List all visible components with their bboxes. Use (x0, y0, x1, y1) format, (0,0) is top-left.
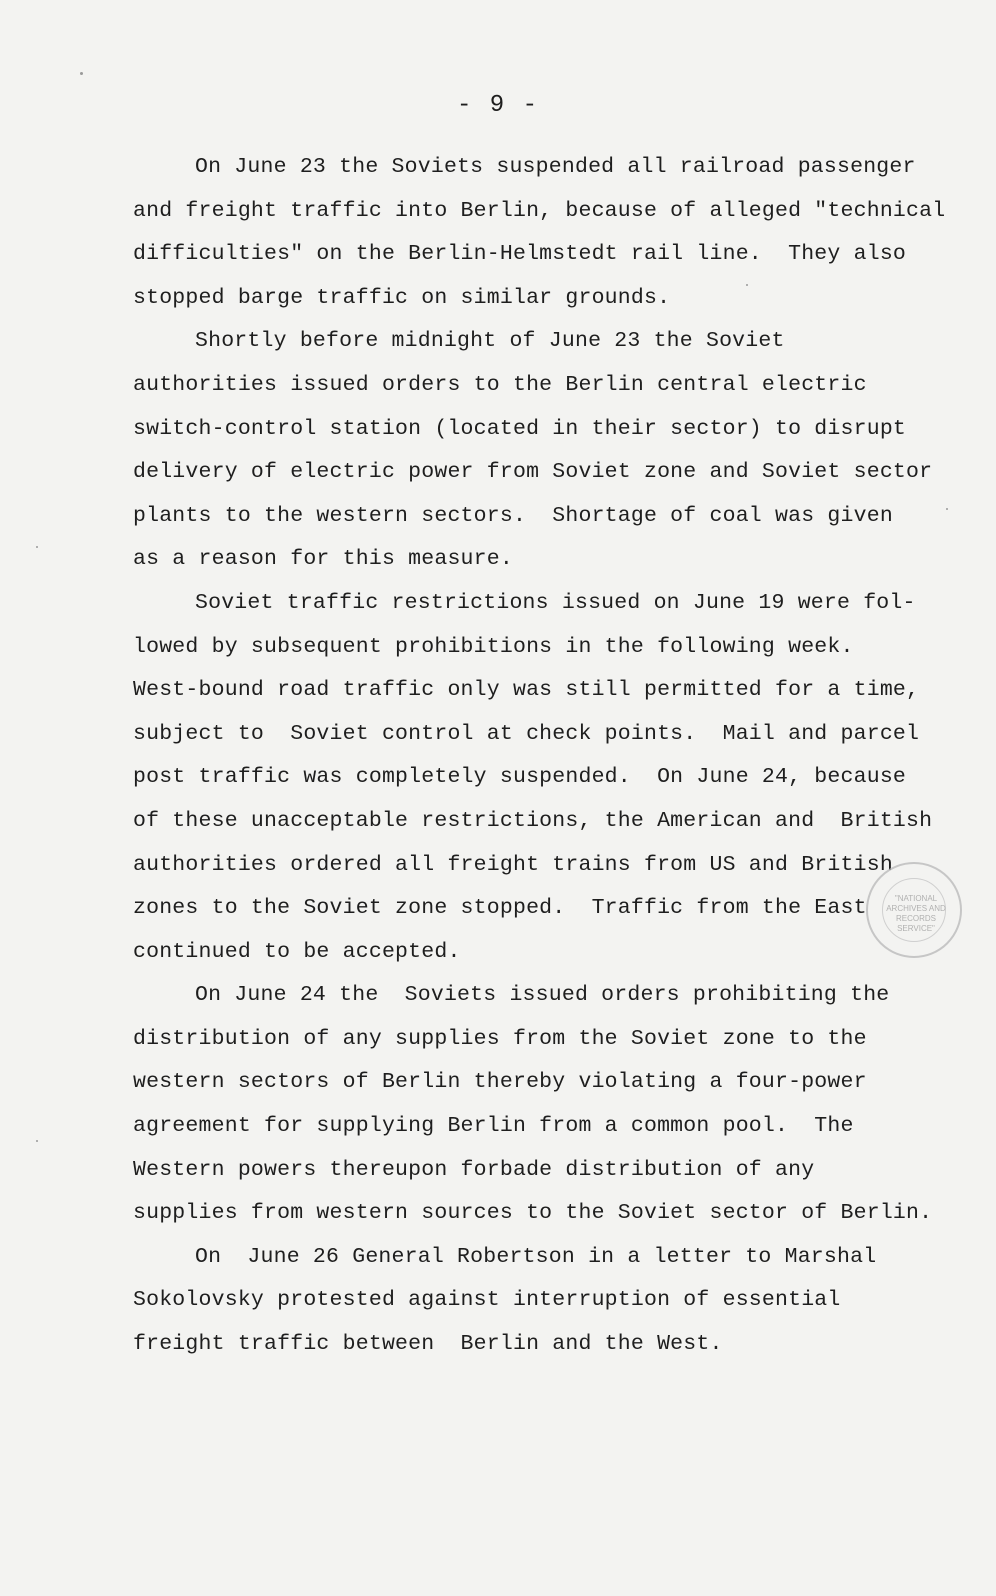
paper-speck (36, 546, 38, 548)
stamp-line: ARCHIVES AND (886, 904, 946, 913)
text-line: authorities issued orders to the Berlin central electric (133, 372, 867, 397)
text-line: post traffic was completely suspended. On June 24, because (133, 765, 907, 790)
text-line: Western powers thereupon forbade distribution of any (133, 1157, 815, 1182)
text-line: distribution of any supplies from the Soviet zone to the (133, 1026, 867, 1051)
stamp-line: RECORDS (895, 914, 936, 923)
text-line: Soviet traffic restrictions issued on June 19 were fol- (195, 590, 916, 615)
text-line: agreement for supplying Berlin from a common pool. The (133, 1114, 854, 1139)
text-line: continued to be accepted. (133, 939, 461, 964)
paragraph-3 (133, 582, 933, 974)
paragraph-1 (133, 146, 946, 320)
text-line: On June 26 General Robertson in a letter to Marshal (195, 1244, 877, 1269)
text-line: as a reason for this measure. (133, 547, 513, 572)
archive-stamp (866, 862, 962, 958)
paper-speck (946, 508, 948, 510)
text-line: freight traffic between Berlin and the West. (133, 1332, 723, 1357)
text-line: plants to the western sectors. Shortage of coal was given (133, 503, 893, 528)
text-line: lowed by subsequent prohibitions in the following week. (133, 634, 854, 659)
paragraph-5 (133, 1236, 933, 1367)
paper-speck (80, 72, 83, 75)
text-line: supplies from western sources to the Soviet sector of Berlin. (133, 1201, 933, 1226)
text-line: Sokolovsky protested against interruption of essential (133, 1288, 841, 1313)
text-line: subject to Soviet control at check points. Mail and parcel (133, 721, 920, 746)
text-line: difficulties" on the Berlin-Helmstedt rail line. They also (133, 242, 907, 267)
text-line: of these unacceptable restrictions, the American and British (133, 808, 933, 833)
page-number: - 9 - (456, 92, 539, 119)
text-line: West-bound road traffic only was still permitted for a time, (133, 678, 920, 703)
stamp-line: SERVICE" (897, 924, 935, 933)
text-line: On June 23 the Soviets suspended all railroad passenger (195, 155, 916, 179)
text-line: switch-control station (located in their sector) to disrupt (133, 416, 907, 441)
paper-speck (746, 284, 748, 286)
text-line: On June 24 the Soviets issued orders prohibiting the (195, 983, 890, 1008)
text-line: delivery of electric power from Soviet zone and Soviet sector (133, 460, 933, 485)
text-line: authorities ordered all freight trains from US and British (133, 852, 893, 877)
text-line: zones to the Soviet zone stopped. Traffic from the East (133, 896, 867, 921)
stamp-text (868, 894, 964, 934)
paragraph-2 (133, 320, 933, 582)
body-text (133, 146, 946, 1367)
paper-speck (36, 1140, 38, 1142)
text-line: Shortly before midnight of June 23 the Soviet (195, 329, 785, 354)
stamp-line: "NATIONAL (894, 894, 938, 903)
paragraph-4 (133, 974, 933, 1236)
text-line: stopped barge traffic on similar grounds. (133, 285, 671, 310)
text-line: and freight traffic into Berlin, because of alleged "technical (133, 198, 946, 223)
text-line: western sectors of Berlin thereby violating a four-power (133, 1070, 867, 1095)
